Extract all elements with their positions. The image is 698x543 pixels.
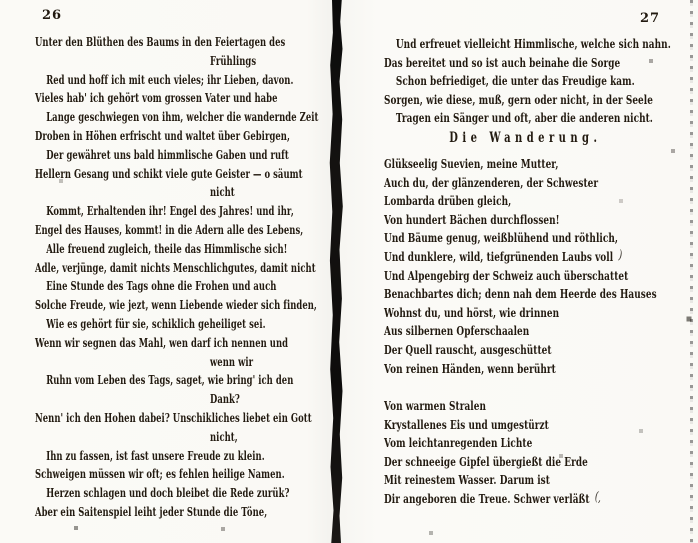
verse-line: Ihn zu fassen, ist fast unsere Freude zu klein. [46, 448, 265, 463]
verse-line: Kommt, Erhaltenden ihr! Engel des Jahres! und ihr, [46, 204, 294, 219]
verse-line: Sorgen, wie diese, muß, gern oder nicht, in der Seele [384, 92, 653, 107]
verse-line: Glükseelig Suevien, meine Mutter, [384, 156, 559, 171]
verse-line: Hellern Gesang und schikt viele gute Geister — o säumt [35, 166, 303, 181]
right-page-poem-lines [384, 155, 667, 509]
verse-line: wenn wir [210, 354, 254, 369]
verse-line: Alle freuend zugleich, theile das Himmlische sich! [46, 241, 288, 256]
verse-line: Vom leichtanregenden Lichte [384, 436, 533, 451]
verse-line: Und Alpengebirg der Schweiz auch überschattet [384, 268, 629, 283]
verse-line: Tragen ein Sänger und oft, aber die anderen nicht. [395, 111, 653, 126]
verse-line: Und dunklere, wild, tiefgrünenden Laubs voll ) [384, 248, 667, 267]
verse-line: nicht, [210, 429, 238, 444]
poem-title: Die Wanderung. [449, 129, 602, 146]
verse-line: Aber ein Saitenspiel leiht jeder Stunde die Töne, [35, 504, 268, 519]
verse-line: Mit reinestem Wasser. Darum ist [384, 473, 550, 488]
verse-line: Adle, verjünge, damit nichts Menschlichgutes, damit nicht [35, 260, 316, 275]
verse-line: Wie es gehört für sie, schiklich geheiliget sei. [46, 316, 266, 331]
verse-line: Lange geschwiegen von ihm, welcher die wandernde Zeit [46, 110, 319, 125]
verse-line: Krystallenes Eis und umgestürzt [384, 417, 549, 432]
verse-line: Ruhn vom Leben des Tags, saget, wie bring' ich den [46, 373, 294, 388]
verse-line: Lombarda drüben gleich, [384, 194, 512, 209]
pen-mark: (, [593, 489, 603, 507]
pen-mark: ) [616, 247, 624, 264]
verse-line: Schon befriediget, die unter das Freudige kam. [395, 74, 635, 89]
page-number-right: 27 [640, 11, 661, 26]
book-gutter-shadow [329, 0, 344, 543]
verse-line: Von warmen Stralen [384, 399, 486, 414]
left-page-text-block [35, 33, 331, 535]
verse-line: Benachbartes dich; denn nah dem Heerde des Hauses [384, 287, 657, 302]
verse-line: Droben in Höhen erfrischt und waltet über Gebirgen, [35, 128, 290, 143]
verse-line: Solche Freude, wie jezt, wenn Liebende wieder sich finden, [35, 298, 317, 313]
verse-line: Und Bäume genug, weißblühend und röthlich, [384, 231, 619, 246]
verse-line: Der schneeige Gipfel übergießt die Erde [384, 454, 588, 469]
verse-line: Unter den Blüthen des Baums in den Feiertagen des [35, 35, 286, 49]
right-page-top-verse-lines [384, 35, 671, 128]
verse-line: Wenn wir segnen das Mahl, wen darf ich nennen und [35, 335, 289, 350]
verse-line: Frühlings [210, 53, 257, 68]
verse-line: Engel des Hauses, kommt! in die Adern alle des Lebens, [35, 222, 304, 237]
left-page-verse-lines [35, 33, 332, 522]
verse-line: Red und hoff ich mit euch vieles; ihr Lieben, davon. [46, 72, 294, 87]
verse-line: Der gewähret uns bald himmlische Gaben und ruft [46, 147, 289, 162]
verse-line: Vieles hab' ich gehört vom grossen Vater und habe [35, 91, 278, 106]
verse-line: Dank? [210, 392, 240, 407]
verse-line: Und erfreuet vielleicht Himmlische, welche sich nahn. [395, 37, 671, 51]
verse-line: Von reinen Händen, wenn berührt [384, 361, 556, 376]
right-page-text-block [384, 35, 671, 537]
scan-noise-specks [0, 0, 2, 2]
verse-line: Dir angeboren die Treue. Schwer verläßt (, [384, 490, 667, 509]
scan-edge-artifact [690, 0, 693, 543]
verse-line: Der Quell rauscht, ausgeschüttet [384, 342, 552, 357]
verse-line: Eine Stunde des Tags ohne die Frohen und auch [46, 279, 277, 294]
verse-line: Wohnst du, und hörst, wie drinnen [384, 305, 560, 320]
verse-line: Herzen schlagen und doch bleibet die Rede zurük? [46, 486, 290, 501]
verse-line: Auch du, der glänzenderen, der Schwester [384, 175, 599, 190]
verse-line: Von hundert Bächen durchflossen! [384, 212, 560, 227]
page-number-left: 26 [42, 8, 63, 23]
verse-line: Schweigen müssen wir oft; es fehlen heilige Namen. [35, 467, 285, 482]
verse-line: Das bereitet und so ist auch beinahe die Sorge [384, 55, 621, 70]
verse-line: nicht [210, 185, 235, 200]
verse-line: Aus silbernen Opferschaalen [384, 324, 530, 339]
verse-line: Nenn' ich den Hohen dabei? Unschikliches liebet ein Gott [35, 410, 312, 425]
